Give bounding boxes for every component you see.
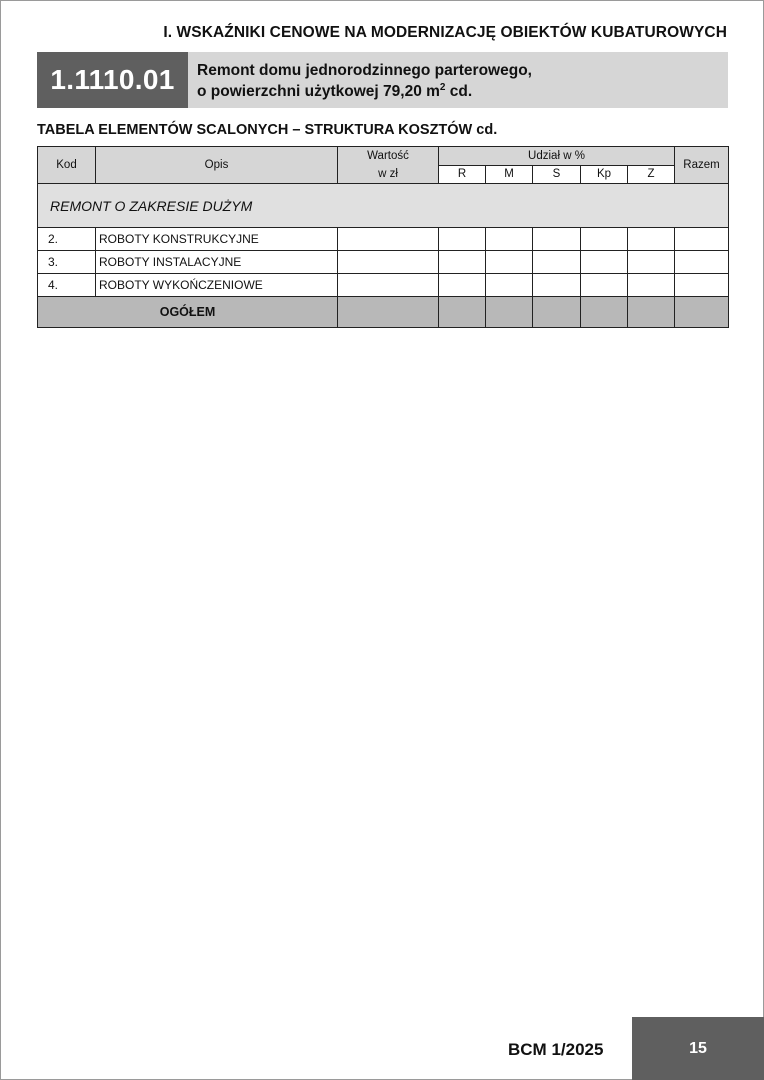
- row-kp-cell: [581, 251, 628, 274]
- object-title-line2-prefix: o powierzchni użytkowej 79,20 m: [197, 83, 440, 100]
- object-title: [188, 52, 728, 108]
- row-s-cell: [533, 228, 581, 251]
- row-r-cell: [439, 228, 486, 251]
- total-m-cell: [486, 297, 533, 328]
- object-title-line1: Remont domu jednorodzinnego parterowego,: [197, 62, 532, 79]
- cost-structure-table: [37, 146, 729, 328]
- row-opis: ROBOTY KONSTRUKCYJNE: [96, 228, 338, 251]
- section-title: I. WSKAŹNIKI CENOWE NA MODERNIZACJĘ OBIEKTÓW KUBATUROWYCH: [163, 24, 727, 41]
- header-opis: Opis: [96, 147, 338, 184]
- row-s-cell: [533, 274, 581, 297]
- total-row: [38, 297, 729, 328]
- object-code: 1.1110.01: [37, 52, 188, 108]
- table-row: [38, 274, 729, 297]
- row-m-cell: [486, 251, 533, 274]
- row-z-cell: [628, 251, 675, 274]
- table-row: [38, 251, 729, 274]
- row-opis: ROBOTY INSTALACYJNE: [96, 251, 338, 274]
- header-kod: Kod: [38, 147, 96, 184]
- header-sub-m: M: [486, 165, 533, 184]
- table-heading: TABELA ELEMENTÓW SCALONYCH – STRUKTURA KOSZTÓW cd.: [37, 122, 498, 138]
- header-wartosc-line2: w zł: [378, 168, 398, 180]
- row-wartosc-cell: [338, 274, 439, 297]
- row-razem-cell: [675, 251, 729, 274]
- row-r-cell: [439, 274, 486, 297]
- row-s-cell: [533, 251, 581, 274]
- object-title-line2: [197, 81, 728, 102]
- header-razem: Razem: [675, 147, 729, 184]
- header-wartosc-line1: Wartość: [367, 150, 409, 162]
- footer-page-number: 15: [632, 1017, 764, 1080]
- total-kp-cell: [581, 297, 628, 328]
- header-sub-z: Z: [628, 165, 675, 184]
- total-razem-cell: [675, 297, 729, 328]
- header-sub-r: R: [439, 165, 486, 184]
- section-row: [38, 184, 729, 228]
- area-unit-superscript: 2: [439, 82, 446, 93]
- header-sub-s: S: [533, 165, 581, 184]
- row-wartosc-cell: [338, 228, 439, 251]
- row-opis: ROBOTY WYKOŃCZENIOWE: [96, 274, 338, 297]
- row-z-cell: [628, 228, 675, 251]
- row-r-cell: [439, 251, 486, 274]
- row-razem-cell: [675, 228, 729, 251]
- total-label: OGÓŁEM: [38, 297, 338, 328]
- row-kod: 4.: [38, 274, 96, 297]
- header-udzial: Udział w %: [439, 147, 675, 166]
- row-m-cell: [486, 228, 533, 251]
- table-row: [38, 228, 729, 251]
- header-sub-kp: Kp: [581, 165, 628, 184]
- row-z-cell: [628, 274, 675, 297]
- total-wartosc-cell: [338, 297, 439, 328]
- header-wartosc: [338, 147, 439, 184]
- row-m-cell: [486, 274, 533, 297]
- row-kp-cell: [581, 274, 628, 297]
- total-s-cell: [533, 297, 581, 328]
- section-label: REMONT O ZAKRESIE DUŻYM: [38, 184, 729, 228]
- row-razem-cell: [675, 274, 729, 297]
- row-kod: 2.: [38, 228, 96, 251]
- row-wartosc-cell: [338, 251, 439, 274]
- row-kp-cell: [581, 228, 628, 251]
- total-z-cell: [628, 297, 675, 328]
- object-title-line2-suffix: cd.: [445, 83, 473, 100]
- row-kod: 3.: [38, 251, 96, 274]
- footer-journal: BCM 1/2025: [508, 1040, 604, 1059]
- total-r-cell: [439, 297, 486, 328]
